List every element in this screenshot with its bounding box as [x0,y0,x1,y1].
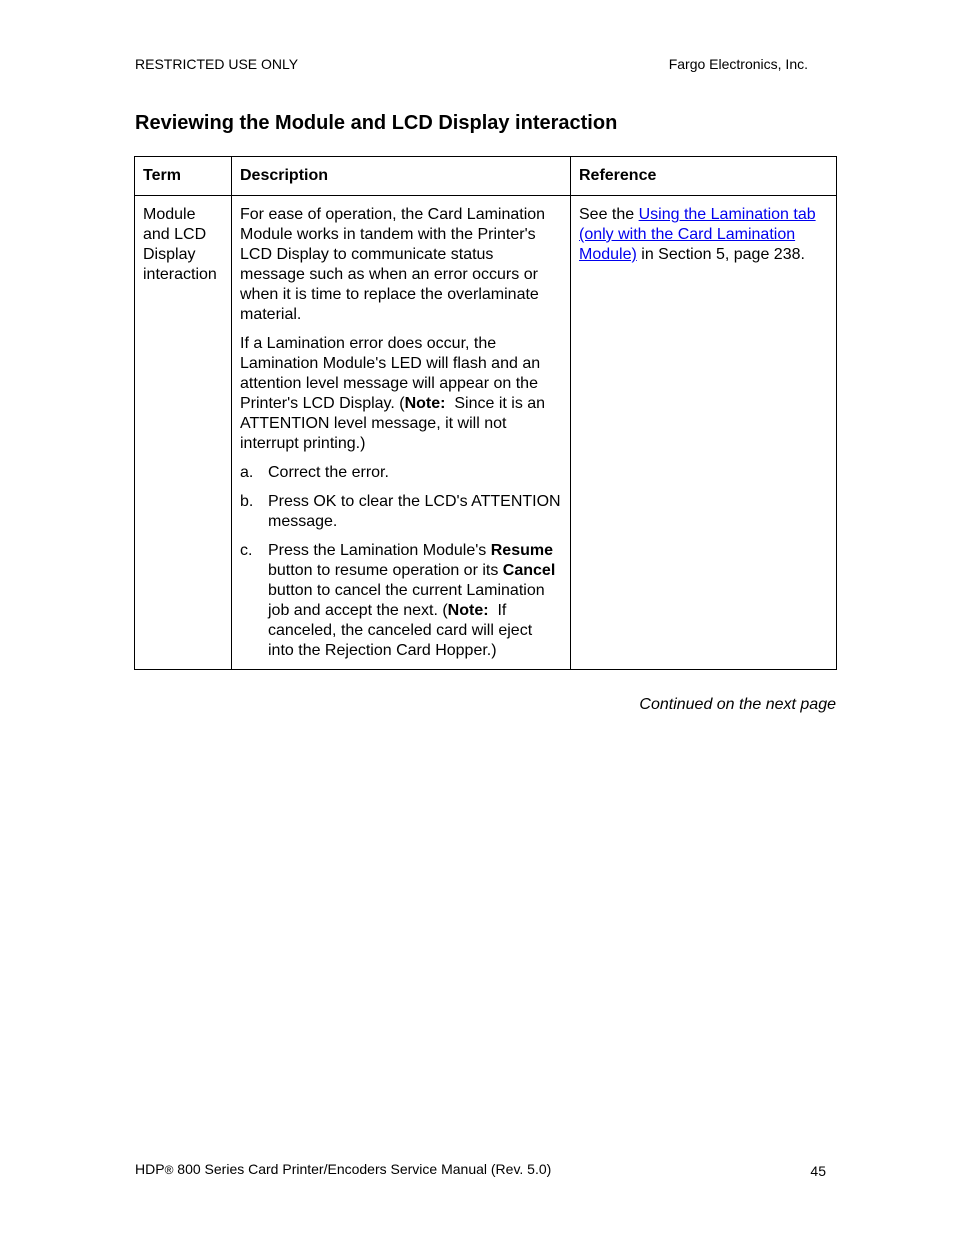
step-text [268,541,562,661]
paragraph-2-text-start: If a Lamination error does occur, the Lamination Module's LED will flash and an attention level message will appear on the Printer's LCD Display. ( [240,335,541,412]
reference-text-start: See the [579,206,639,223]
note-label: Note: [447,602,489,619]
resume-label: Resume [490,542,553,559]
continued-note: Continued on the next page [639,696,836,713]
column-header-description: Description [232,157,571,196]
footer-manual-title [135,1161,551,1177]
page-number: 45 [810,1163,826,1179]
column-header-reference: Reference [571,157,837,196]
step-c-text-end: If canceled, the canceled card will eject into the Rejection Card Hopper.) [268,602,537,659]
note-label: Note: [404,395,446,412]
header-company-name: Fargo Electronics, Inc. [668,56,808,72]
lamination-tab-link[interactable]: Using the Lamination tab (only with the Card Lamination Module) [579,206,816,263]
table-row [135,196,837,670]
steps-list [240,463,562,661]
registered-mark: ® [164,1163,174,1177]
paragraph-2-text-end: Since it is an ATTENTION level message, it will not interrupt printing.) [240,395,549,452]
term-cell: Module and LCD Display interaction [135,196,232,670]
header-restricted-label: RESTRICTED USE ONLY [135,56,299,72]
table-header-row [135,157,837,196]
description-paragraph-2 [240,334,562,454]
cancel-label: Cancel [502,562,556,579]
section-title: Reviewing the Module and LCD Display interaction [135,112,618,134]
step-c-text-middle-2: button to cancel the current Lamination job and accept the next. ( [268,582,545,619]
step-text: Press OK to clear the LCD's ATTENTION message. [268,493,561,530]
step-text: Correct the error. [268,464,389,481]
step-marker: b. [240,493,254,510]
footer-manual-name: 800 Series Card Printer/Encoders Service Manual (Rev. 5.0) [173,1161,552,1177]
step-c-text-middle-1: button to resume operation or its [268,562,503,579]
list-item [240,492,562,532]
description-cell [232,196,571,670]
step-marker: c. [240,542,253,559]
term-table [134,156,837,670]
description-paragraph-1: For ease of operation, the Card Lamination Module works in tandem with the Printer's LCD Display to communicate status message such as when an error occurs or when it is time to replace the overlaminate material. [240,206,546,323]
list-item [240,463,562,483]
step-marker: a. [240,464,254,481]
footer-brand: HDP [135,1161,165,1177]
step-c-text-start: Press the Lamination Module's [268,542,491,559]
column-header-term: Term [135,157,232,196]
list-item [240,541,562,661]
reference-cell [571,196,837,670]
reference-text-end: in Section 5, page 238. [636,246,805,263]
